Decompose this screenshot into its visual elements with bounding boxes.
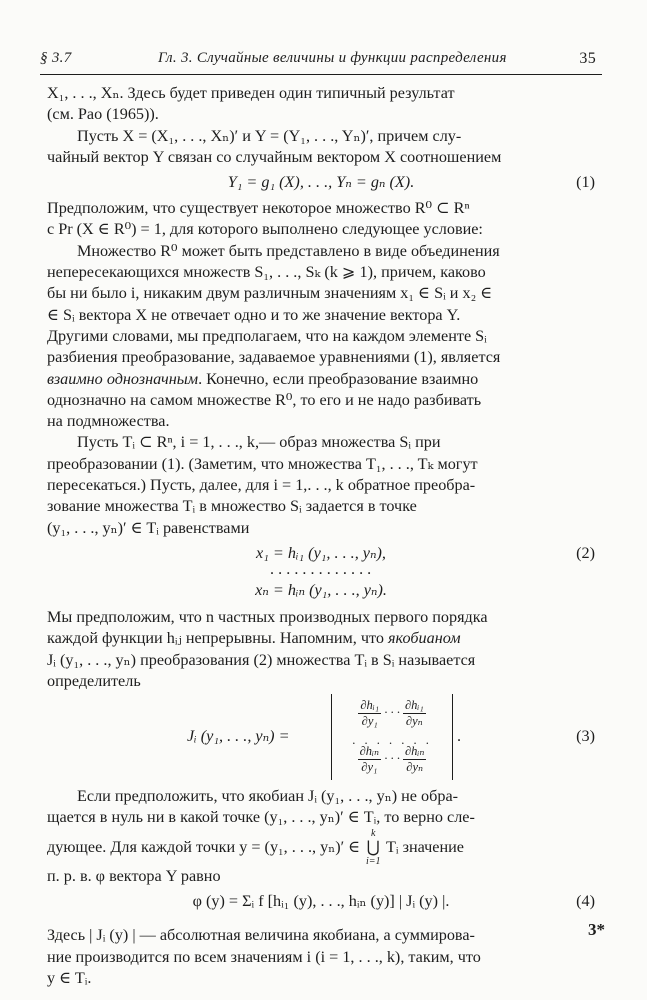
fraction-denominator: ∂y₁ [361,714,378,729]
text-line: X₁, . . ., Xₙ. Здесь будет приведен один типичный результат [47,84,455,102]
equation-period: . [457,727,462,746]
partial-fraction [358,744,381,775]
text-line: Другими словами, мы предполагаем, что на каждом элементе Sᵢ [47,326,487,345]
text-line [47,827,595,867]
header-rule [40,74,602,75]
equation-3 [47,694,595,782]
text-line: зование множества Tᵢ в множество Sᵢ задается в точке [47,497,417,516]
equation-formula: φ (y) = Σᵢ f [hᵢ₁ (y), . . ., hᵢₙ (y)] | Jᵢ (y) |. [192,892,450,911]
fraction-denominator: ∂yₙ [405,714,423,729]
text-line: Jᵢ (y₁, . . ., yₙ) преобразования (2) множества Tᵢ в Sᵢ называется [47,650,476,669]
equation-1 [47,169,595,197]
equation-number: (1) [576,173,595,192]
partial-fraction [403,698,426,729]
union-symbol: ⋃ [366,837,380,856]
text-line: однозначно на самом множестве R⁰, то его и не надо разбивать [47,390,482,409]
equation-4 [47,888,595,924]
text-fragment: Tᵢ значение [385,837,464,856]
fraction-numerator: ∂hᵢₙ [359,744,380,759]
union-upper: k [370,827,376,839]
text-line: на подмножества. [47,412,170,431]
equation-formula: xₙ = hᵢₙ (y₁, . . ., yₙ). [255,580,387,599]
fraction-denominator: ∂yₙ [406,760,424,775]
determinant-dots: . . . . . . . [352,733,432,748]
running-title: Гл. 3. Случайные величины и функции распределения [158,50,507,66]
text-line: с Pr (X ∈ R⁰) = 1, для которого выполнено следующее условие: [47,220,483,239]
fraction-numerator: ∂hᵢ₁ [360,698,380,713]
text-fragment: . Конечно, если преобразование взаимно [198,369,479,388]
equation-formula: Y₁ = g₁ (X), . . ., Yₙ = gₙ (X). [227,173,415,192]
page-number: 35 [579,50,596,67]
text-line: Пусть Tᵢ ⊂ Rⁿ, i = 1, . . ., k,— образ множества Sᵢ при [77,433,441,452]
text-line: y ∈ Tᵢ. [47,968,92,987]
equation-ellipsis: . . . . . . . . . . . . . [270,559,372,578]
text-line: (y₁, . . ., yₙ)′ ∈ Tᵢ равенствами [47,518,250,537]
text-line: Предположим, что существует некоторое множество R⁰ ⊂ Rⁿ [47,199,470,218]
union-operator [364,827,382,867]
italic-term: взаимно однозначным [47,369,199,388]
text-line: пересекаться.) Пусть, далее, для i = 1,. . ., k обратное преобра- [47,476,476,495]
text-line: разбиения преобразование, задаваемое уравнениями (1), является [47,348,501,367]
text-line: ние производится по всем значениям i (i = 1, . . ., k), таким, что [47,947,481,966]
equation-2-last [47,580,595,606]
fraction-denominator: ∂y₁ [361,760,378,775]
determinant-row-last [338,744,446,775]
section-number: § 3.7 [40,50,72,66]
text-line: Если предположить, что якобиан Jᵢ (y₁, . . ., yₙ) не обра- [77,787,459,806]
equation-formula: x₁ = hᵢ₁ (y₁, . . ., yₙ), [256,543,386,562]
equation-2-dots [47,559,595,579]
text-line: Мы предположим, что n частных производных первого порядка [47,607,488,626]
jacobian-lhs: Jᵢ (y₁, . . ., yₙ) = [187,727,290,746]
equation-number: (2) [576,543,595,562]
text-line [47,369,595,390]
union-lower: i=1 [365,855,381,867]
text-line: определитель [47,671,141,690]
fraction-numerator: ∂hᵢₙ [404,744,425,759]
running-header [40,50,600,72]
row-ellipsis: · · · [384,751,400,766]
text-line: Множество R⁰ может быть представлено в виде объединения [77,241,500,260]
text-line: непересекающихся множеств S₁, . . ., Sₖ (k ⩾ 1), причем, каково [47,263,486,282]
jacobian-determinant [331,694,453,780]
text-line: п. р. в. φ вектора Y равно [47,867,221,886]
text-line: Здесь | Jᵢ (y) | — абсолютная величина якобиана, а суммирова- [47,926,475,945]
text-line: Пусть X = (X₁, . . ., Xₙ)′ и Y = (Y₁, . . ., Yₙ)′, причем слу- [77,126,462,145]
italic-term: якобианом [388,629,461,648]
text-fragment: дующее. Для каждой точки y = (y₁, . . ., yₙ)′ ∈ [47,837,361,856]
body-text [47,83,595,989]
text-line: бы ни было i, никаким двум различным значениям x₁ ∈ Sᵢ и x₂ ∈ [47,284,493,303]
text-line: ∈ Sᵢ вектора X не отвечает одно и то же значение вектора Y. [47,305,461,324]
equation-number: (4) [576,892,595,911]
partial-fraction [403,744,426,775]
text-line: (см. Рао (1965)). [47,105,159,124]
text-line: чайный вектор Y связан со случайным вектором X соотношением [47,147,502,166]
signature-mark: 3* [588,920,605,939]
fraction-numerator: ∂hᵢ₁ [404,698,424,713]
text-fragment: каждой функции hᵢⱼ непрерывны. Напомним, что [47,629,384,648]
text-line: щается в нуль ни в какой точке (y₁, . . ., yₙ)′ ∈ Tᵢ, то верно сле- [47,808,475,827]
determinant-row-first [338,698,446,729]
partial-fraction [358,698,381,729]
equation-number: (3) [576,727,595,746]
row-ellipsis: · · · [384,705,400,720]
text-line [47,628,595,649]
text-line: преобразовании (1). (Заметим, что множества T₁, . . ., Tₖ могут [47,454,478,473]
